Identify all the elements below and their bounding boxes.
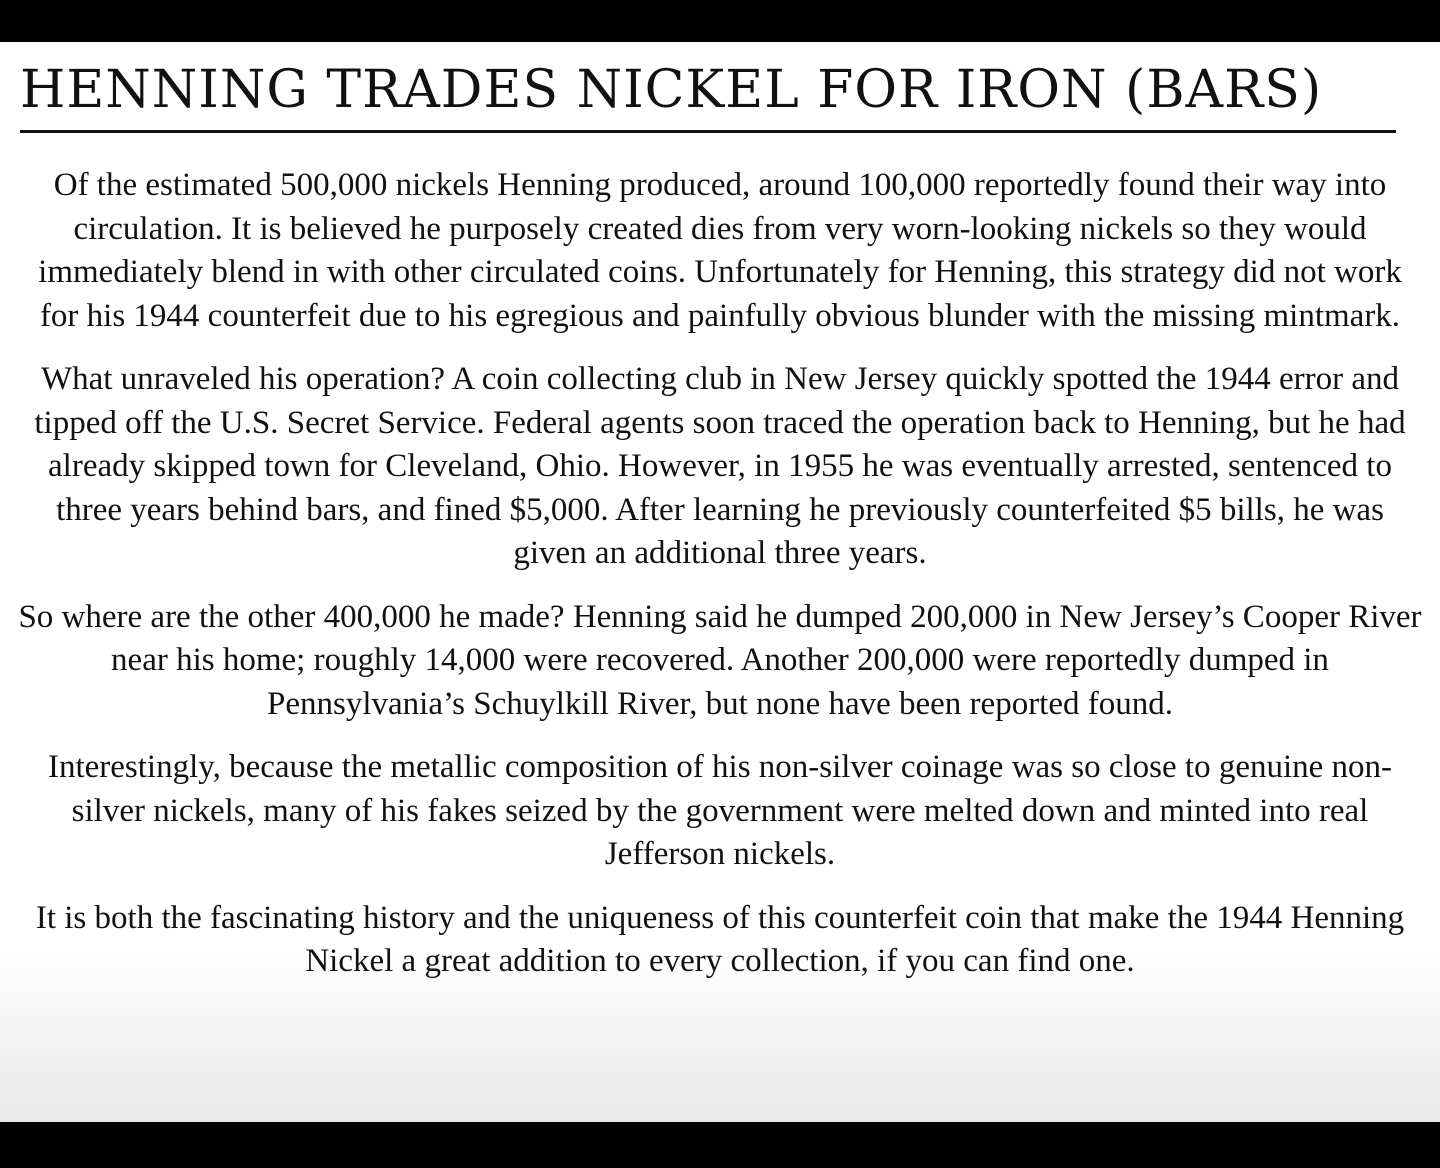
paragraph-circulation: Of the estimated 500,000 nickels Henning produced, around 100,000 reportedly found their way into circulation. It is believed he purposely created dies from very worn-looking nickels so they would immediately blend in with other circulated coins. Unfortunately for Henning, this strategy did not work for his 1944 counterfeit due to his egregious and painfully obvious blunder with the missing mintmark. (38, 167, 1402, 334)
slide-body (0, 164, 1440, 1004)
slide (0, 42, 1440, 1122)
paragraph-arrest: What unraveled his operation? A coin collecting club in New Jersey quickly spotted the 1944 error and tipped off the U.S. Secret Service. Federal agents soon traced the operation back to Henning, but he had already skipped town for Cleveland, Ohio. However, in 1955 he was eventually arrested, sentenced to three years behind bars, and fined $5,000. After learning he previously counterfeited $5 bills, he was given an additional three years. (34, 361, 1406, 571)
title-underline (20, 130, 1396, 133)
slide-title: HENNING TRADES NICKEL FOR IRON (BARS) (20, 60, 1323, 120)
paragraph-dumped-coins: So where are the other 400,000 he made? Henning said he dumped 200,000 in New Jersey’s Cooper River near his home; roughly 14,000 were recovered. Another 200,000 were reportedly dumped in Pennsylvania’s Schuylkill River, but none have been reported found. (18, 598, 1422, 722)
paragraph-conclusion: It is both the fascinating history and the uniqueness of this counterfeit coin that make the 1944 Henning Nickel a great addition to every collection, if you can find one. (35, 899, 1405, 979)
paragraph-melted-down: Interestingly, because the metallic composition of his non-silver coinage was so close to genuine non-silver nickels, many of his fakes seized by the government were melted down and minted into real Jefferson nickels. (47, 749, 1393, 872)
